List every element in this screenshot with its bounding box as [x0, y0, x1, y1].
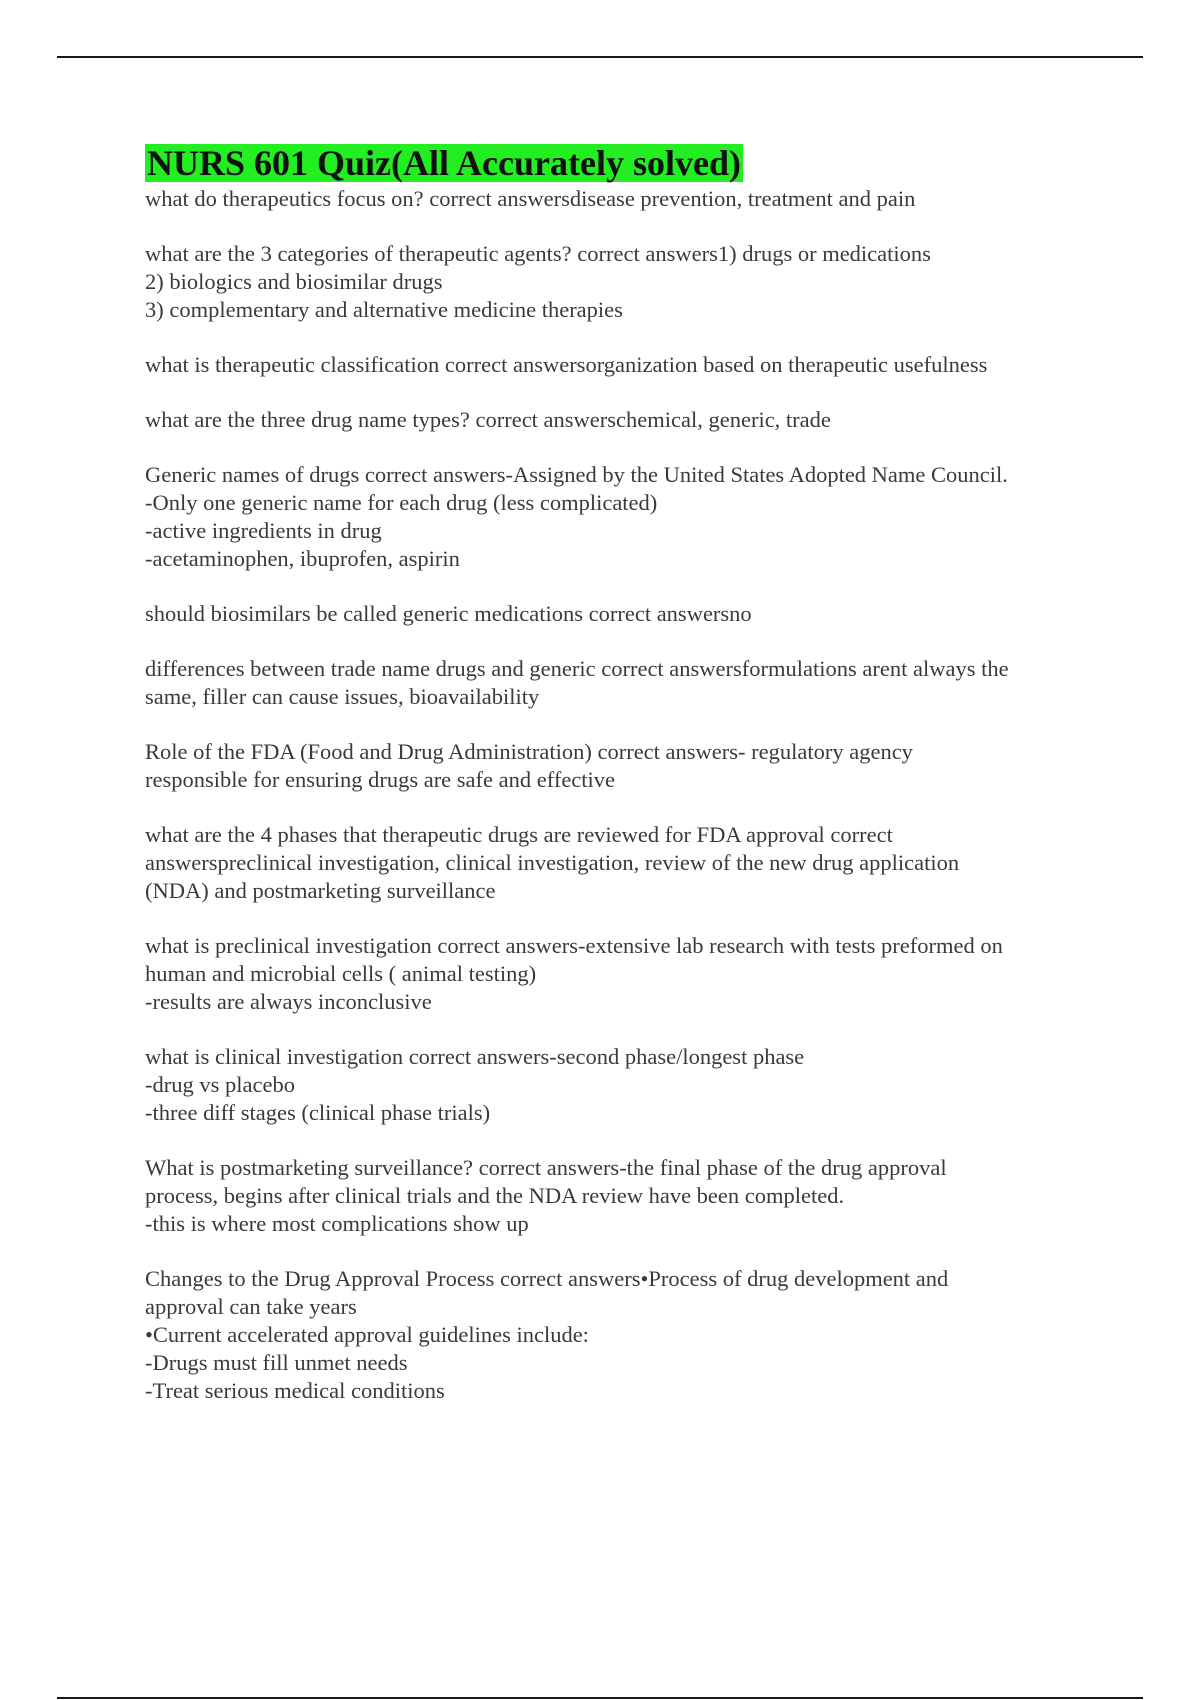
qa-line: human and microbial cells ( animal testing): [145, 961, 537, 986]
qa-entry: [145, 932, 1085, 1016]
qa-line: -Treat serious medical conditions: [145, 1378, 445, 1403]
qa-entry: [145, 1043, 1085, 1127]
qa-entry: [145, 655, 1085, 711]
qa-line: what do therapeutics focus on? correct answersdisease prevention, treatment and pain: [145, 186, 916, 211]
qa-line: 2) biologics and biosimilar drugs: [145, 269, 443, 294]
qa-entry: [145, 240, 1085, 324]
header-rule: [57, 56, 1143, 58]
qa-line: responsible for ensuring drugs are safe and effective: [145, 767, 616, 792]
qa-entry: [145, 185, 1085, 213]
qa-entry: [145, 600, 1085, 628]
qa-line: Generic names of drugs correct answers-Assigned by the United States Adopted Name Council.: [145, 462, 1008, 487]
qa-line: 3) complementary and alternative medicine therapies: [145, 297, 623, 322]
qa-entry: [145, 738, 1085, 794]
qa-line: approval can take years: [145, 1294, 357, 1319]
qa-line: Changes to the Drug Approval Process correct answers•Process of drug development and: [145, 1266, 949, 1291]
qa-entry: [145, 406, 1085, 434]
qa-entry: [145, 461, 1085, 573]
qa-line: what are the three drug name types? correct answerschemical, generic, trade: [145, 407, 831, 432]
footer-rule: [57, 1697, 1143, 1699]
qa-line: -Only one generic name for each drug (less complicated): [145, 490, 658, 515]
qa-entry: [145, 1265, 1085, 1405]
qa-line: -results are always inconclusive: [145, 989, 432, 1014]
qa-line: (NDA) and postmarketing surveillance: [145, 878, 496, 903]
qa-line: -active ingredients in drug: [145, 518, 382, 543]
qa-line: what is clinical investigation correct answers-second phase/longest phase: [145, 1044, 805, 1069]
qa-line: -Drugs must fill unmet needs: [145, 1350, 408, 1375]
qa-line: same, filler can cause issues, bioavailability: [145, 684, 540, 709]
qa-line: -this is where most complications show up: [145, 1211, 529, 1236]
qa-line: •Current accelerated approval guidelines include:: [145, 1322, 589, 1347]
qa-line: should biosimilars be called generic medications correct answersno: [145, 601, 752, 626]
qa-line: what is therapeutic classification correct answersorganization based on therapeutic usefulness: [145, 352, 988, 377]
document-title: NURS 601 Quiz(All Accurately solved): [147, 143, 741, 183]
qa-line: What is postmarketing surveillance? correct answers-the final phase of the drug approval: [145, 1155, 947, 1180]
document-body: [145, 144, 1085, 1432]
qa-list: [145, 185, 1085, 1405]
qa-entry: [145, 821, 1085, 905]
qa-line: Role of the FDA (Food and Drug Administration) correct answers- regulatory agency: [145, 739, 913, 764]
qa-line: -acetaminophen, ibuprofen, aspirin: [145, 546, 460, 571]
qa-line: differences between trade name drugs and generic correct answersformulations arent always the: [145, 656, 1009, 681]
qa-line: what are the 3 categories of therapeutic agents? correct answers1) drugs or medications: [145, 241, 931, 266]
qa-line: -three diff stages (clinical phase trials): [145, 1100, 491, 1125]
qa-line: process, begins after clinical trials and the NDA review have been completed.: [145, 1183, 845, 1208]
qa-entry: [145, 1154, 1085, 1238]
qa-line: -drug vs placebo: [145, 1072, 295, 1097]
qa-entry: [145, 351, 1085, 379]
qa-line: what is preclinical investigation correct answers-extensive lab research with tests preformed on: [145, 933, 1003, 958]
qa-line: answerspreclinical investigation, clinical investigation, review of the new drug application: [145, 850, 960, 875]
qa-line: what are the 4 phases that therapeutic drugs are reviewed for FDA approval correct: [145, 822, 893, 847]
